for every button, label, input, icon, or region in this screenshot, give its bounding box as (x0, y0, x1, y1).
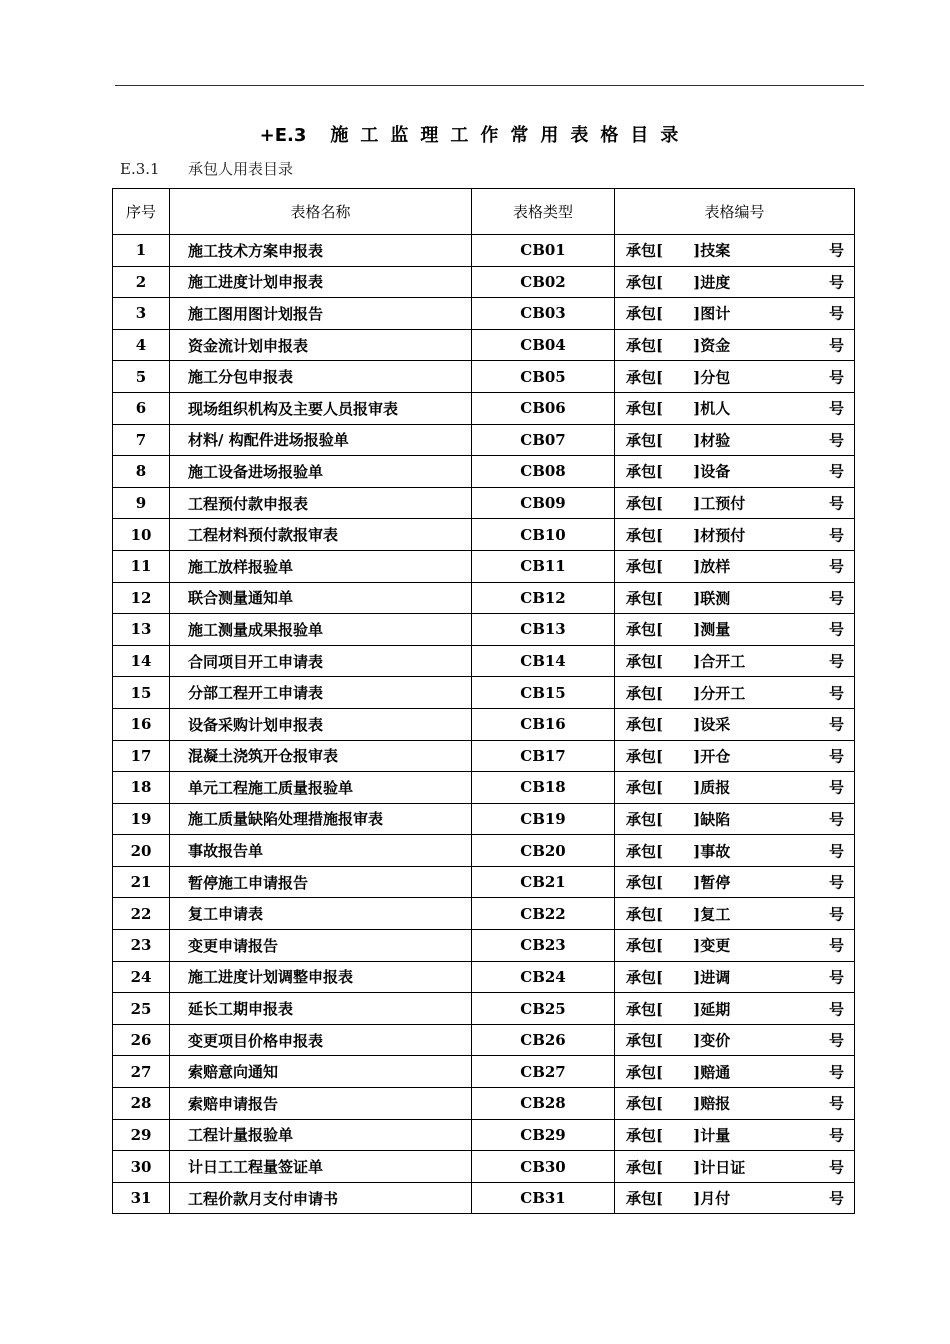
header-rule (115, 85, 864, 86)
code-prefix: 承包[ (626, 462, 664, 481)
code-suffix: 号 (828, 1158, 844, 1177)
code-prefix: 承包[ (626, 620, 664, 639)
code-bracket-close: ] (693, 1158, 701, 1177)
code-abbr: 分包 (700, 368, 731, 387)
code-suffix: 号 (828, 273, 844, 292)
code-abbr: 计日证 (700, 1158, 746, 1177)
form-name: 施工图用图计划报告 (170, 298, 472, 330)
code-abbr: 进调 (700, 968, 731, 987)
table-row (113, 266, 855, 298)
code-abbr: 事故 (700, 842, 731, 861)
form-type: CB28 (472, 1088, 615, 1120)
code-abbr: 材预付 (700, 526, 746, 545)
form-name: 暂停施工申请报告 (170, 866, 472, 898)
form-type: CB25 (472, 993, 615, 1025)
row-number: 21 (113, 866, 170, 898)
table-row (113, 677, 855, 709)
form-code (615, 1182, 855, 1214)
row-number: 22 (113, 898, 170, 930)
form-name: 材料/ 构配件进场报验单 (170, 424, 472, 456)
code-prefix: 承包[ (626, 1063, 664, 1082)
form-name: 施工技术方案申报表 (170, 235, 472, 267)
code-bracket-close: ] (693, 273, 701, 292)
form-type: CB22 (472, 898, 615, 930)
form-type: CB13 (472, 614, 615, 646)
form-name: 施工质量缺陷处理措施报审表 (170, 803, 472, 835)
code-bracket-close: ] (693, 557, 701, 576)
form-name: 施工分包申报表 (170, 361, 472, 393)
code-prefix: 承包[ (626, 715, 664, 734)
code-bracket-close: ] (693, 905, 701, 924)
code-bracket-close: ] (693, 1063, 701, 1082)
form-type: CB12 (472, 582, 615, 614)
code-abbr: 资金 (700, 336, 731, 355)
form-type: CB08 (472, 456, 615, 488)
code-suffix: 号 (828, 241, 844, 260)
code-abbr: 暂停 (700, 873, 731, 892)
code-bracket-close: ] (693, 936, 701, 955)
form-type: CB29 (472, 1119, 615, 1151)
form-code (615, 961, 855, 993)
code-abbr: 进度 (700, 273, 731, 292)
form-type: CB17 (472, 740, 615, 772)
form-name: 资金流计划申报表 (170, 329, 472, 361)
code-suffix: 号 (828, 304, 844, 323)
code-bracket-close: ] (693, 399, 701, 418)
table-row (113, 550, 855, 582)
table-row (113, 361, 855, 393)
code-abbr: 测量 (700, 620, 731, 639)
row-number: 2 (113, 266, 170, 298)
table-row (113, 235, 855, 267)
code-suffix: 号 (828, 1031, 844, 1050)
table-row (113, 1119, 855, 1151)
table-row (113, 1151, 855, 1183)
code-abbr: 变价 (700, 1031, 731, 1050)
code-bracket-close: ] (693, 684, 701, 703)
header-type: 表格类型 (472, 189, 615, 235)
code-abbr: 材验 (700, 431, 731, 450)
code-bracket-close: ] (693, 431, 701, 450)
row-number: 10 (113, 519, 170, 551)
page-title (0, 121, 950, 147)
form-name: 事故报告单 (170, 835, 472, 867)
form-code (615, 424, 855, 456)
code-suffix: 号 (828, 1094, 844, 1113)
table-row (113, 392, 855, 424)
section-number: E.3.1 (120, 160, 160, 178)
code-bracket-close: ] (693, 968, 701, 987)
form-type: CB01 (472, 235, 615, 267)
code-suffix: 号 (828, 462, 844, 481)
code-prefix: 承包[ (626, 684, 664, 703)
code-abbr: 赔报 (700, 1094, 731, 1113)
form-name: 现场组织机构及主要人员报审表 (170, 392, 472, 424)
code-prefix: 承包[ (626, 368, 664, 387)
form-type: CB14 (472, 645, 615, 677)
code-prefix: 承包[ (626, 936, 664, 955)
row-number: 7 (113, 424, 170, 456)
code-bracket-close: ] (693, 368, 701, 387)
form-type: CB19 (472, 803, 615, 835)
form-name: 索赔申请报告 (170, 1088, 472, 1120)
code-abbr: 分开工 (700, 684, 746, 703)
form-type: CB06 (472, 392, 615, 424)
code-prefix: 承包[ (626, 810, 664, 829)
code-abbr: 缺陷 (700, 810, 731, 829)
code-suffix: 号 (828, 620, 844, 639)
table-row (113, 456, 855, 488)
form-name: 施工进度计划申报表 (170, 266, 472, 298)
table-row (113, 740, 855, 772)
form-type: CB31 (472, 1182, 615, 1214)
code-prefix: 承包[ (626, 399, 664, 418)
form-name: 施工设备进场报验单 (170, 456, 472, 488)
table-row (113, 993, 855, 1025)
code-bracket-close: ] (693, 589, 701, 608)
header-code: 表格编号 (615, 189, 855, 235)
code-abbr: 变更 (700, 936, 731, 955)
form-code (615, 1151, 855, 1183)
code-abbr: 技案 (700, 241, 731, 260)
form-code (615, 772, 855, 804)
code-prefix: 承包[ (626, 778, 664, 797)
row-number: 31 (113, 1182, 170, 1214)
row-number: 30 (113, 1151, 170, 1183)
code-prefix: 承包[ (626, 1094, 664, 1113)
form-name: 施工测量成果报验单 (170, 614, 472, 646)
form-name: 分部工程开工申请表 (170, 677, 472, 709)
code-prefix: 承包[ (626, 526, 664, 545)
form-code (615, 487, 855, 519)
code-prefix: 承包[ (626, 905, 664, 924)
row-number: 3 (113, 298, 170, 330)
row-number: 13 (113, 614, 170, 646)
form-code (615, 582, 855, 614)
form-type: CB16 (472, 708, 615, 740)
table-row (113, 1024, 855, 1056)
header-name: 表格名称 (170, 189, 472, 235)
code-abbr: 赔通 (700, 1063, 731, 1082)
form-code (615, 329, 855, 361)
code-prefix: 承包[ (626, 747, 664, 766)
section-subtitle (120, 158, 293, 179)
code-suffix: 号 (828, 936, 844, 955)
code-bracket-close: ] (693, 747, 701, 766)
row-number: 1 (113, 235, 170, 267)
code-abbr: 工预付 (700, 494, 746, 513)
code-abbr: 延期 (700, 1000, 731, 1019)
form-type: CB15 (472, 677, 615, 709)
table-row (113, 772, 855, 804)
form-name: 联合测量通知单 (170, 582, 472, 614)
code-bracket-close: ] (693, 1000, 701, 1019)
code-prefix: 承包[ (626, 1000, 664, 1019)
form-type: CB05 (472, 361, 615, 393)
table-row (113, 487, 855, 519)
code-prefix: 承包[ (626, 873, 664, 892)
code-prefix: 承包[ (626, 968, 664, 987)
code-bracket-close: ] (693, 842, 701, 861)
code-bracket-close: ] (693, 1126, 701, 1145)
code-suffix: 号 (828, 399, 844, 418)
row-number: 16 (113, 708, 170, 740)
code-prefix: 承包[ (626, 273, 664, 292)
code-suffix: 号 (828, 778, 844, 797)
row-number: 25 (113, 993, 170, 1025)
table-row (113, 1088, 855, 1120)
code-suffix: 号 (828, 368, 844, 387)
table-row (113, 1056, 855, 1088)
form-code (615, 266, 855, 298)
table-row (113, 424, 855, 456)
form-name: 施工进度计划调整申报表 (170, 961, 472, 993)
form-code (615, 993, 855, 1025)
code-suffix: 号 (828, 1126, 844, 1145)
code-bracket-close: ] (693, 1031, 701, 1050)
code-bracket-close: ] (693, 336, 701, 355)
table-row (113, 708, 855, 740)
forms-table (112, 188, 855, 1214)
row-number: 29 (113, 1119, 170, 1151)
code-abbr: 质报 (700, 778, 731, 797)
form-name: 单元工程施工质量报验单 (170, 772, 472, 804)
form-code (615, 835, 855, 867)
form-code (615, 614, 855, 646)
form-name: 工程材料预付款报审表 (170, 519, 472, 551)
form-type: CB02 (472, 266, 615, 298)
code-prefix: 承包[ (626, 336, 664, 355)
form-name: 工程计量报验单 (170, 1119, 472, 1151)
code-bracket-close: ] (693, 652, 701, 671)
code-suffix: 号 (828, 557, 844, 576)
code-suffix: 号 (828, 431, 844, 450)
form-code (615, 866, 855, 898)
table-row (113, 835, 855, 867)
form-code (615, 550, 855, 582)
form-name: 索赔意向通知 (170, 1056, 472, 1088)
form-code (615, 677, 855, 709)
header-no: 序号 (113, 189, 170, 235)
form-code (615, 1088, 855, 1120)
code-prefix: 承包[ (626, 431, 664, 450)
form-type: CB07 (472, 424, 615, 456)
form-name: 工程价款月支付申请书 (170, 1182, 472, 1214)
form-type: CB21 (472, 866, 615, 898)
row-number: 26 (113, 1024, 170, 1056)
code-abbr: 机人 (700, 399, 731, 418)
code-abbr: 放样 (700, 557, 731, 576)
code-bracket-close: ] (693, 715, 701, 734)
form-name: 工程预付款申报表 (170, 487, 472, 519)
code-prefix: 承包[ (626, 494, 664, 513)
row-number: 28 (113, 1088, 170, 1120)
form-type: CB20 (472, 835, 615, 867)
form-type: CB30 (472, 1151, 615, 1183)
code-prefix: 承包[ (626, 1126, 664, 1145)
form-type: CB27 (472, 1056, 615, 1088)
form-code (615, 235, 855, 267)
code-suffix: 号 (828, 1189, 844, 1208)
code-prefix: 承包[ (626, 652, 664, 671)
row-number: 6 (113, 392, 170, 424)
code-prefix: 承包[ (626, 304, 664, 323)
form-code (615, 645, 855, 677)
form-code (615, 392, 855, 424)
code-abbr: 设备 (700, 462, 731, 481)
code-prefix: 承包[ (626, 589, 664, 608)
code-bracket-close: ] (693, 1189, 701, 1208)
code-suffix: 号 (828, 652, 844, 671)
row-number: 15 (113, 677, 170, 709)
code-bracket-close: ] (693, 241, 701, 260)
row-number: 12 (113, 582, 170, 614)
table-header-row (113, 189, 855, 235)
row-number: 18 (113, 772, 170, 804)
form-code (615, 1056, 855, 1088)
code-prefix: 承包[ (626, 1158, 664, 1177)
code-suffix: 号 (828, 968, 844, 987)
code-suffix: 号 (828, 842, 844, 861)
form-code (615, 898, 855, 930)
form-type: CB09 (472, 487, 615, 519)
form-type: CB24 (472, 961, 615, 993)
row-number: 17 (113, 740, 170, 772)
row-number: 11 (113, 550, 170, 582)
code-suffix: 号 (828, 589, 844, 608)
table-row (113, 803, 855, 835)
row-number: 4 (113, 329, 170, 361)
form-code (615, 1119, 855, 1151)
code-bracket-close: ] (693, 873, 701, 892)
code-suffix: 号 (828, 336, 844, 355)
code-suffix: 号 (828, 494, 844, 513)
code-suffix: 号 (828, 684, 844, 703)
table-row (113, 614, 855, 646)
form-code (615, 708, 855, 740)
code-abbr: 计量 (700, 1126, 731, 1145)
form-code (615, 456, 855, 488)
table-row (113, 329, 855, 361)
table-row (113, 1182, 855, 1214)
section-title: 承包人用表目录 (188, 160, 294, 178)
code-suffix: 号 (828, 905, 844, 924)
code-suffix: 号 (828, 1000, 844, 1019)
table-row (113, 519, 855, 551)
code-abbr: 设采 (700, 715, 731, 734)
code-abbr: 图计 (700, 304, 731, 323)
table-row (113, 645, 855, 677)
form-type: CB11 (472, 550, 615, 582)
row-number: 14 (113, 645, 170, 677)
row-number: 8 (113, 456, 170, 488)
code-abbr: 复工 (700, 905, 731, 924)
code-suffix: 号 (828, 810, 844, 829)
form-name: 变更申请报告 (170, 930, 472, 962)
form-code (615, 298, 855, 330)
form-name: 设备采购计划申报表 (170, 708, 472, 740)
form-code (615, 803, 855, 835)
code-abbr: 联测 (700, 589, 731, 608)
table-row (113, 582, 855, 614)
form-type: CB23 (472, 930, 615, 962)
row-number: 27 (113, 1056, 170, 1088)
row-number: 9 (113, 487, 170, 519)
code-prefix: 承包[ (626, 557, 664, 576)
code-bracket-close: ] (693, 304, 701, 323)
code-suffix: 号 (828, 747, 844, 766)
row-number: 23 (113, 930, 170, 962)
code-bracket-close: ] (693, 810, 701, 829)
form-name: 合同项目开工申请表 (170, 645, 472, 677)
table-row (113, 298, 855, 330)
row-number: 24 (113, 961, 170, 993)
code-prefix: 承包[ (626, 842, 664, 861)
code-prefix: 承包[ (626, 1189, 664, 1208)
table-body (113, 235, 855, 1214)
table-row (113, 866, 855, 898)
code-bracket-close: ] (693, 526, 701, 545)
row-number: 19 (113, 803, 170, 835)
code-suffix: 号 (828, 715, 844, 734)
code-abbr: 合开工 (700, 652, 746, 671)
code-bracket-close: ] (693, 494, 701, 513)
code-bracket-close: ] (693, 462, 701, 481)
code-abbr: 月付 (700, 1189, 731, 1208)
form-code (615, 361, 855, 393)
form-code (615, 519, 855, 551)
form-type: CB10 (472, 519, 615, 551)
code-suffix: 号 (828, 1063, 844, 1082)
title-code: +E.3 (259, 125, 307, 146)
form-type: CB26 (472, 1024, 615, 1056)
code-suffix: 号 (828, 873, 844, 892)
form-name: 计日工工程量签证单 (170, 1151, 472, 1183)
form-name: 施工放样报验单 (170, 550, 472, 582)
form-type: CB18 (472, 772, 615, 804)
form-name: 变更项目价格申报表 (170, 1024, 472, 1056)
form-name: 混凝土浇筑开仓报审表 (170, 740, 472, 772)
code-bracket-close: ] (693, 1094, 701, 1113)
code-abbr: 开仓 (700, 747, 731, 766)
code-suffix: 号 (828, 526, 844, 545)
row-number: 5 (113, 361, 170, 393)
title-text: 施工监理工作常用表格目录 (330, 125, 691, 146)
code-prefix: 承包[ (626, 1031, 664, 1050)
form-type: CB04 (472, 329, 615, 361)
table-row (113, 930, 855, 962)
table-row (113, 961, 855, 993)
form-code (615, 740, 855, 772)
row-number: 20 (113, 835, 170, 867)
form-name: 复工申请表 (170, 898, 472, 930)
form-type: CB03 (472, 298, 615, 330)
table-row (113, 898, 855, 930)
code-prefix: 承包[ (626, 241, 664, 260)
form-code (615, 930, 855, 962)
code-bracket-close: ] (693, 778, 701, 797)
code-bracket-close: ] (693, 620, 701, 639)
form-name: 延长工期申报表 (170, 993, 472, 1025)
form-code (615, 1024, 855, 1056)
